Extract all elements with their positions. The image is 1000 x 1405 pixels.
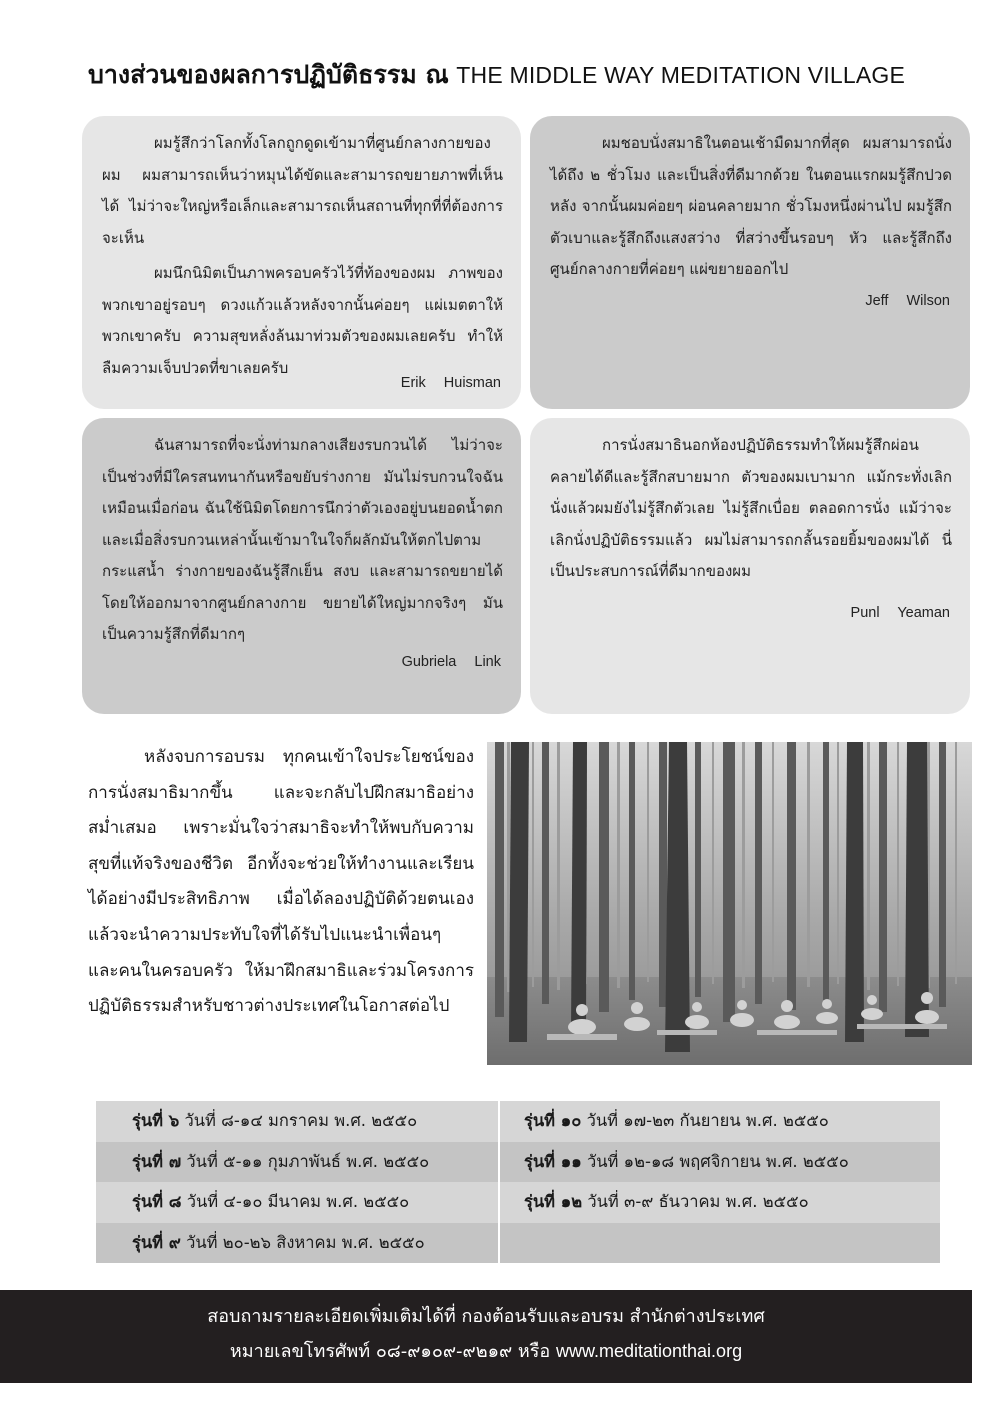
batch-date: วันที่ ๓-๙ ธันวาคม พ.ศ. ๒๕๕๐ <box>587 1192 809 1211</box>
batch-label: รุ่นที่ ๙ <box>132 1232 181 1252</box>
phone-number-text: หมายเลขโทรศัพท์ ๐๘-๙๑๐๙-๙๒๑๙ หรือ <box>229 1341 551 1362</box>
testimonial-author: Jeff Wilson <box>865 293 950 309</box>
batch-label: รุ่นที่ ๘ <box>132 1192 182 1211</box>
batch-label: รุ่นที่ ๑๑ <box>524 1151 582 1171</box>
testimonial-paragraph: การนั่งสมาธินอกห้องปฏิบัติธรรมทำให้ผมรู้สึกผ่อนคลายได้ดีและรู้สึกสบายมาก ตัวของผมเบามาก แม้กระทั่งเลิกนั่งแล้วผมยังไม่รู้สึกตัวเลย ไม่รู้สึกเบื่อย ตลอดการนั่ง แม้ว่าจะเลิกนั่งปฏิบัติธรรมแล้ว ผมไม่สามารถกลั้นรอยยิ้มของผมได้ นี่เป็นประสบการณ์ที่ดีมากของผม <box>550 436 952 580</box>
meditation-forest-photo <box>487 742 972 1065</box>
course-schedule-table <box>96 1101 940 1263</box>
testimonial-card-gubriela <box>82 418 521 714</box>
testimonial-paragraph: ผมชอบนั่งสมาธิในตอนเช้ามืดมากที่สุด ผมสามารถนั่งได้ถึง ๒ ชั่วโมง และเป็นสิ่งที่ดีมากด้วย ในตอนแรกผมรู้สึกปวดหลัง จากนั้นผมค่อยๆ ผ่อนคลายมาก ชั่วโมงหนึ่งผ่านไป ผมรู้สึกตัวเบาและรู้สึกถึงแสงสว่าง ที่สว่างขึ้นรอบๆ หัว และรู้สึกถึงศูนย์กลางกายที่ค่อยๆ แผ่ขยายออกไป <box>550 134 952 278</box>
page-title-thai: บางส่วนของผลการปฏิบัติธรรม ณ <box>88 60 449 89</box>
batch-date: วันที่ ๔-๑๐ มีนาคม พ.ศ. ๒๕๕๐ <box>186 1192 410 1211</box>
batch-label: รุ่นที่ ๑๒ <box>524 1192 583 1211</box>
batch-label: รุ่นที่ ๗ <box>132 1151 182 1171</box>
batch-date: วันที่ ๑๗-๒๓ กันยายน พ.ศ. ๒๕๕๐ <box>586 1111 829 1130</box>
batch-date: วันที่ ๘-๑๔ มกราคม พ.ศ. ๒๕๕๐ <box>184 1111 418 1130</box>
schedule-row-empty <box>498 1223 940 1264</box>
testimonial-card-punl <box>530 418 970 714</box>
testimonial-paragraph: ผมนึกนิมิตเป็นภาพครอบครัวไว้ที่ท้องของผม ภาพของพวกเขาอยู่รอบๆ ดวงแก้วแล้วหลังจากนั้นค่อยๆ แผ่เมตตาให้พวกเขาครับ ความสุขหลั่งล้นมาท่วมตัวของผมเลยครับ ทำให้ลืมความเจ็บปวดที่ขาเลยครับ <box>102 264 503 377</box>
contact-footer <box>0 1290 972 1383</box>
summary-paragraph: หลังจบการอบรม ทุกคนเข้าใจประโยชน์ของการนั่งสมาธิมากขึ้น และจะกลับไปฝึกสมาธิอย่างสม่ำเสมอ เพราะมั่นใจว่าสมาธิจะทำให้พบกับความสุขที่แท้จริงของชีวิต อีกทั้งจะช่วยให้ทำงานและเรียนได้อย่างมีประสิทธิภาพ เมื่อได้ลองปฏิบัติด้วยตนเองแล้วจะนำความประทับใจที่ได้รับไปแนะนำเพื่อนๆ และคนในครอบครัว ให้มาฝึกสมาธิและร่วมโครงการปฏิบัติธรรมสำหรับชาวต่างประเทศในโอกาสต่อไป <box>88 747 474 1017</box>
batch-date: วันที่ ๑๒-๑๘ พฤศจิกายน พ.ศ. ๒๕๕๐ <box>586 1151 849 1171</box>
contact-phone-line <box>0 1334 972 1369</box>
page-title-english: THE MIDDLE WAY MEDITATION VILLAGE <box>456 62 906 88</box>
testimonial-author: Gubriela Link <box>401 653 501 670</box>
batch-date: วันที่ ๒๐-๒๖ สิงหาคม พ.ศ. ๒๕๕๐ <box>186 1232 425 1252</box>
schedule-row <box>96 1142 498 1183</box>
page-title <box>88 58 968 92</box>
testimonial-card-erik <box>82 116 521 409</box>
schedule-row <box>498 1182 940 1223</box>
batch-date: วันที่ ๕-๑๑ กุมภาพันธ์ พ.ศ. ๒๕๕๐ <box>186 1151 430 1171</box>
batch-label: รุ่นที่ ๑๐ <box>524 1111 582 1130</box>
summary-text <box>88 740 474 1025</box>
forest-illustration <box>487 742 972 1065</box>
schedule-row <box>498 1142 940 1183</box>
schedule-row <box>498 1101 940 1142</box>
schedule-row <box>96 1182 498 1223</box>
testimonial-author: Punl Yeaman <box>850 605 950 621</box>
contact-line: สอบถามรายละเอียดเพิ่มเติมได้ที่ กองต้อนรับและอบรม สำนักต่างประเทศ <box>207 1306 765 1327</box>
testimonial-paragraph: ผมรู้สึกว่าโลกทั้งโลกถูกดูดเข้ามาที่ศูนย์กลางกายของผม ผมสามารถเห็นว่าหมุนได้ขัดและสามารถขยายภาพที่เห็นได้ ไม่ว่าจะใหญ่หรือเล็กและสามารถเห็นสถานที่ทุกที่ที่ต้องการจะเห็น <box>102 134 503 247</box>
testimonial-paragraph: ฉันสามารถที่จะนั่งท่ามกลางเสียงรบกวนได้ ไม่ว่าจะเป็นช่วงที่มีใครสนทนากันหรือขยับร่างกาย มันไม่รบกวนใจฉันเหมือนเมื่อก่อน ฉันใช้นิมิตโดยการนึกว่าตัวเองอยู่บนยอดน้ำตกและเมื่อสิ่งรบกวนเหล่านั้นเข้ามาในใจก็ผลักมันให้ตกไปตามกระแสน้ำ ร่างกายของฉันรู้สึกเย็น สงบ และสามารถขยายได้โดยให้ออกมาจากศูนย์กลางกาย ขยายได้ใหญ่มากจริงๆ มันเป็นความรู้สึกที่ดีมากๆ <box>102 436 503 643</box>
website-link[interactable]: www.meditationthai.org <box>555 1341 743 1361</box>
schedule-row <box>96 1223 498 1264</box>
testimonial-card-jeff <box>530 116 970 409</box>
schedule-row <box>96 1101 498 1142</box>
testimonial-author: Erik Huisman <box>400 374 501 391</box>
batch-label: รุ่นที่ ๖ <box>132 1111 180 1130</box>
